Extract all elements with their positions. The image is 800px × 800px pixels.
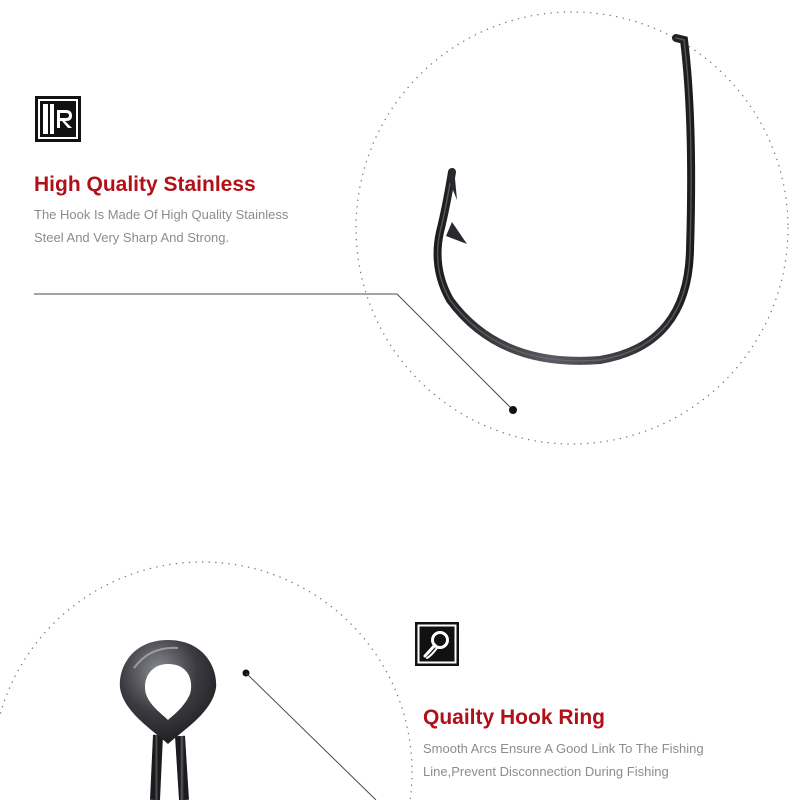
description-line: Smooth Arcs Ensure A Good Link To The Fishing [423,741,704,756]
section-title-hook-ring: Quailty Hook Ring [423,706,606,729]
material-r-badge-icon [35,96,81,142]
fishing-hook-image [438,38,692,361]
section-title-stainless: High Quality Stainless [34,173,256,196]
hook-ring-image [120,640,216,800]
description-line: Steel And Very Sharp And Strong. [34,230,230,245]
section-description-hook-ring [423,737,704,783]
hook-eye-badge-icon [415,622,459,666]
bottom-leader-line [246,673,376,800]
top-leader-dot [509,406,517,414]
top-dotted-circle [356,12,788,444]
description-line: Line,Prevent Disconnection During Fishing [423,764,669,779]
section-description-stainless [34,203,288,249]
description-line: The Hook Is Made Of High Quality Stainless [34,207,289,222]
top-leader-line [34,294,513,410]
